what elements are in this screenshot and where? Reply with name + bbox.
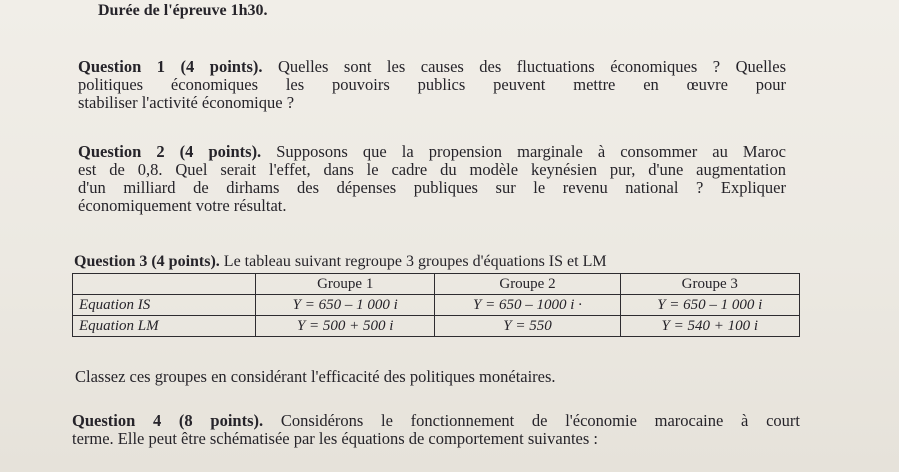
table-cell: Y = 550: [435, 316, 620, 337]
table-header-cell: Groupe 2: [435, 274, 620, 295]
table-cell: Y = 540 + 100 i: [620, 316, 799, 337]
exam-duration: Durée de l'épreuve 1h30.: [98, 2, 268, 19]
table-header-cell: [73, 274, 256, 295]
table-header-row: [73, 274, 800, 295]
question-3: [74, 253, 804, 271]
question-3-intro: Question 3 (4 points). Le tableau suivant regroupe 3 groupes d'équations IS et LM: [74, 253, 607, 270]
question-2-line-3: d'un milliard de dirhams des dépenses publiques sur le revenu national ? Expliquer: [78, 178, 786, 197]
table-row: [73, 295, 800, 316]
question-2-line-2: est de 0,8. Quel serait l'effet, dans le cadre du modèle keynésien pur, d'une augmentation: [78, 160, 786, 179]
question-1-line-1: Question 1 (4 points). Quelles sont les causes des fluctuations économiques ? Quelles: [78, 57, 787, 76]
table-cell: Y = 500 + 500 i: [256, 316, 435, 337]
table-cell: Y = 650 – 1 000 i: [620, 295, 799, 316]
table-header-cell: Groupe 1: [256, 274, 435, 295]
table-cell: Y = 650 – 1 000 i: [256, 295, 435, 316]
question-2: [78, 143, 786, 215]
table-cell: Y = 650 – 1000 i ·: [435, 295, 620, 316]
question-2-line-1: Question 2 (4 points). Supposons que la propension marginale à consommer au Maroc: [78, 142, 786, 161]
question-4-line-2: terme. Elle peut être schématisée par les équations de comportement suivantes :: [72, 429, 598, 448]
question-3-heading: Question 3 (4 points).: [74, 253, 220, 270]
question-3-instruction: Classez ces groupes en considérant l'efficacité des politiques monétaires.: [75, 367, 556, 386]
question-1: [78, 58, 786, 112]
question-4-line-1: Question 4 (8 points). Considérons le fonctionnement de l'économie marocaine à court: [72, 411, 800, 430]
question-1-line-2: politiques économiques les pouvoirs publics peuvent mettre en œuvre pour: [78, 75, 786, 94]
is-lm-table: [72, 273, 800, 337]
question-1-heading: Question 1 (4 points).: [78, 57, 263, 76]
question-2-heading: Question 2 (4 points).: [78, 142, 262, 161]
question-2-line-4: économiquement votre résultat.: [78, 196, 287, 215]
question-3-instruction-block: [75, 368, 783, 386]
table-header-cell: Groupe 3: [620, 274, 799, 295]
question-4: [72, 412, 800, 448]
question-1-line-3: stabiliser l'activité économique ?: [78, 93, 295, 112]
table-row: [73, 316, 800, 337]
table-row-label: Equation IS: [73, 295, 256, 316]
table-row-label: Equation LM: [73, 316, 256, 337]
question-4-heading: Question 4 (8 points).: [72, 411, 264, 430]
